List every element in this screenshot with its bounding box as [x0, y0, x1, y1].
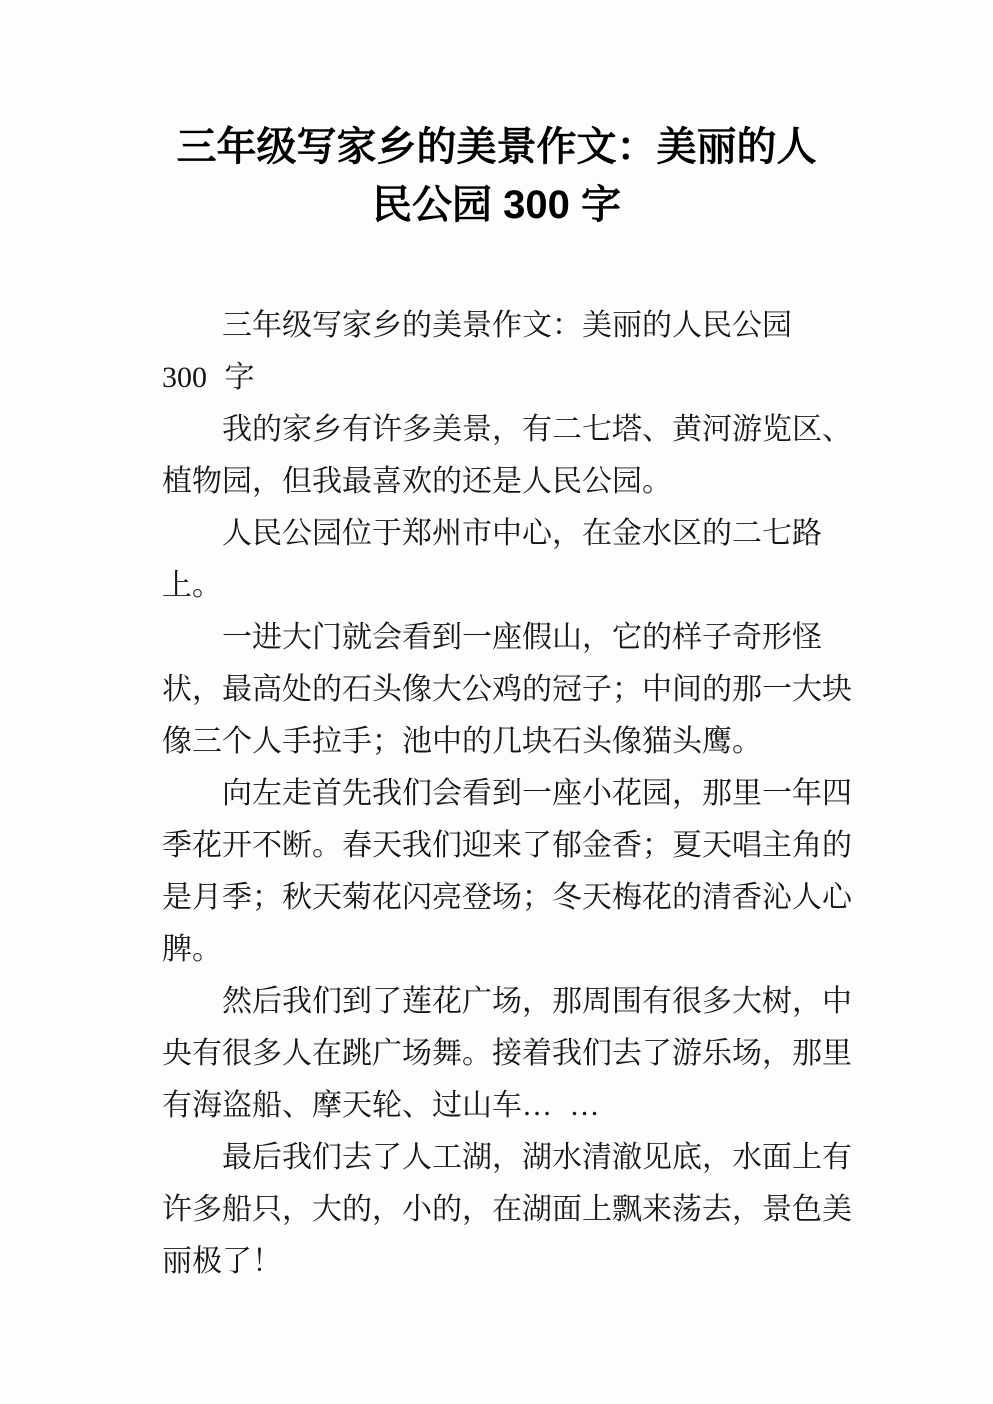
- document-title: 三年级写家乡的美景作文：美丽的人民公园 300 字: [176, 125, 817, 227]
- paragraph: 向左走首先我们会看到一座小花园，那里一年四季花开不断。春天我们迎来了郁金香；夏天唱主角的是月季；秋天菊花闪亮登场；冬天梅花的清香沁人心脾。: [162, 777, 852, 966]
- document-body: [162, 300, 852, 1288]
- paragraph: 我的家乡有许多美景，有二七塔、黄河游览区、植物园，但我最喜欢的还是人民公园。: [162, 413, 852, 498]
- paragraph: 然后我们到了莲花广场，那周围有很多大树，中央有很多人在跳广场舞。接着我们去了游乐场，那里有海盗船、摩天轮、过山车… …: [162, 985, 852, 1122]
- paragraph: 三年级写家乡的美景作文：美丽的人民公园 300 字: [162, 309, 792, 394]
- paragraph: 最后我们去了人工湖，湖水清澈见底，水面上有许多船只，大的，小的，在湖面上飘来荡去，景色美丽极了！: [162, 1141, 852, 1278]
- paragraph: 人民公园位于郑州市中心，在金水区的二七路上。: [162, 517, 822, 602]
- paragraph: 一进大门就会看到一座假山，它的样子奇形怪状，最高处的石头像大公鸡的冠子；中间的那一大块像三个人手拉手；池中的几块石头像猫头鹰。: [162, 621, 852, 758]
